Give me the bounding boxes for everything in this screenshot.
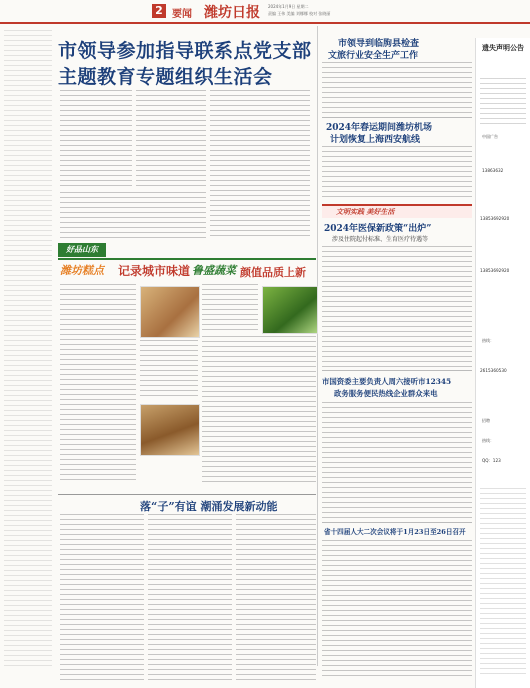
good-products-banner: 好品山东 bbox=[58, 243, 106, 257]
bottom-body-col-2 bbox=[148, 514, 232, 680]
vegetable-photo bbox=[262, 286, 318, 334]
editor-line: 责编 王伟 美编 刘娜娜 校对 张晓丽 bbox=[268, 11, 331, 16]
main-body-col-4 bbox=[60, 192, 206, 238]
ad-phone-1: 13863632 bbox=[482, 168, 504, 173]
right-story-1-title-2: 文旅行业安全生产工作 bbox=[328, 51, 419, 61]
ad-notice-text bbox=[480, 78, 526, 128]
ad-title: 遗失声明公告 bbox=[482, 44, 524, 52]
food-left-body-2 bbox=[140, 340, 198, 400]
right-story-4-title-2: 政务服务便民热线企业群众来电 bbox=[334, 389, 438, 398]
divider-line bbox=[322, 370, 472, 371]
right-story-3-title-2: 涉及住院起付标准、生育医疗待遇等 bbox=[332, 236, 429, 243]
main-headline-1: 市领导参加指导联系点党支部 bbox=[58, 40, 312, 62]
civilization-banner-text: 文明实践 美好生活 bbox=[336, 208, 395, 216]
ad-label-2: 热线： bbox=[482, 338, 494, 343]
divider-line bbox=[322, 117, 472, 118]
main-body-col-3 bbox=[210, 90, 310, 238]
right-story-4-body bbox=[322, 402, 472, 520]
bottom-story-title: 落“子”有谊 潮涌发展新动能 bbox=[140, 500, 278, 513]
food-left-small: 潍坊糕点 bbox=[60, 264, 104, 277]
column-divider bbox=[317, 26, 318, 666]
food-right-body-2 bbox=[202, 336, 316, 486]
right-story-2-body bbox=[322, 146, 472, 200]
section-name: 要闻 bbox=[172, 9, 192, 20]
main-body-col-2 bbox=[136, 90, 206, 190]
right-story-1-body bbox=[322, 62, 472, 114]
divider-line bbox=[58, 494, 316, 495]
paper-logo: 潍坊日报 bbox=[204, 5, 260, 21]
right-story-4-title-1: 市国资委主要负责人周六接听市12345 bbox=[322, 377, 452, 386]
bottom-body-col-1 bbox=[60, 514, 144, 680]
right-story-2-title-1: 2024年春运期间潍坊机场 bbox=[326, 123, 433, 133]
page-number: 2 bbox=[152, 4, 166, 18]
food-left-body-1 bbox=[60, 284, 136, 484]
food-left-title: 记录城市味道 bbox=[118, 264, 191, 278]
main-body-col-1 bbox=[60, 90, 132, 190]
right-story-1-title-1: 市领导到临朐县检查 bbox=[338, 39, 420, 49]
ad-phone-5[interactable]: QQ：123 bbox=[482, 458, 501, 463]
right-story-5-title: 省十四届人大二次会议将于1月23日至26日召开 bbox=[324, 528, 466, 536]
food-right-title: 颜值品质上新 bbox=[240, 266, 306, 279]
page-header bbox=[0, 0, 530, 24]
bottom-body-col-3 bbox=[236, 514, 316, 680]
ad-phone-2[interactable]: 13853692920 bbox=[480, 216, 510, 221]
banner-underline bbox=[58, 258, 316, 260]
ad-phone-3[interactable]: 13853692920 bbox=[480, 268, 510, 273]
ad-phone-4[interactable]: 2615360530 bbox=[480, 368, 507, 373]
right-story-5-body bbox=[322, 540, 472, 680]
ad-column bbox=[475, 38, 530, 688]
pastry-shop-photo bbox=[140, 404, 200, 456]
right-story-3-body bbox=[322, 246, 472, 368]
divider-line bbox=[322, 522, 472, 523]
ad-label-1: 中国广告 bbox=[482, 134, 498, 139]
pastry-photo bbox=[140, 286, 200, 338]
right-story-2-title-2: 计划恢复上海西安航线 bbox=[330, 135, 421, 145]
date-line: 2024年1月9日 星期二 bbox=[268, 4, 309, 9]
main-headline-2: 主题教育专题组织生活会 bbox=[58, 66, 273, 88]
ad-label-4: 热线： bbox=[482, 438, 494, 443]
ad-label-3: 招聘 bbox=[482, 418, 490, 423]
left-margin-strip bbox=[4, 30, 52, 670]
civilization-banner bbox=[322, 204, 472, 218]
ad-footer-text bbox=[480, 488, 526, 678]
right-story-3-title-1: 2024年医保新政策“出炉” bbox=[324, 224, 432, 234]
food-right-body-1 bbox=[202, 284, 258, 334]
food-right-small: 鲁盛蔬菜 bbox=[192, 264, 236, 277]
